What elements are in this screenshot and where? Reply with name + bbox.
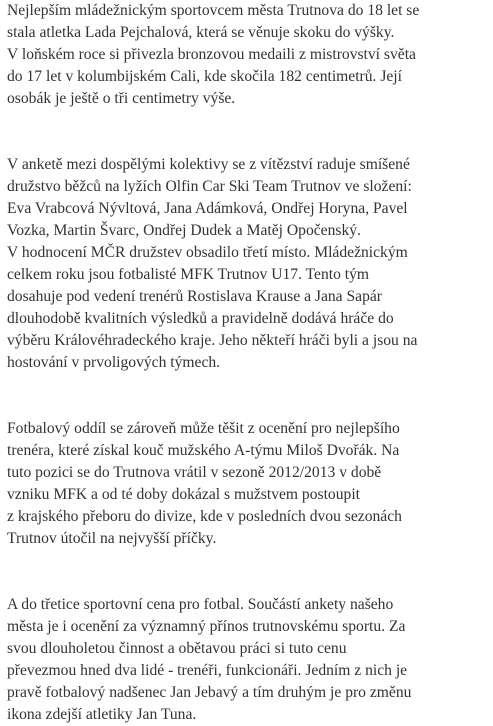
- article-paragraph-contribution-award: A do třetice sportovní cena pro fotbal. Součástí ankety našeho města je i ocenění za významný přínos trutnovskému sportu. Za svou dlouholetou činnost a obětavou práci si tuto cenu převezmou hned dva lidé - trenéři, funkcionáři. Jedním z nich je pravě fotbalový nadšenec Jan Jebavý a tím druhým je pro změnu ikona zdejší atletiky Jan Tuna.: [7, 596, 412, 723]
- article-paragraph-youth-athlete: Nejlepším mládežnickým sportovcem města Trutnova do 18 let se stala atletka Lada Pejchalová, která se věnuje skoku do výšky. V loňském roce si přivezla bronzovou medaili z mistrovství světa do 17 let v kolumbijském Cali, kde skočila 182 centimetrů. Její osobák je ještě o tři centimetry výše.: [7, 2, 420, 107]
- article-paragraph-adult-team: V anketě mezi dospělými kolektivy se z vítězství raduje smíšené družstvo běžců na lyžích Olfin Car Ski Team Trutnov ve složení: Eva Vrabcová Nývltová, Jana Adámková, Ondřej Horyna, Pavel Vozka, Martin Švarc, Ondřej Dudek a Matěj Opočenský. V hodnocení MČR družstev obsadilo třetí místo. Mládežnickým celkem roku jsou fotbalisté MFK Trutnov U17. Tento tým dosahuje pod vedení trenérů Rostislava Krause a Jana Sapár dlouhodobě kvalitních výsledků a pravidelně dodává hráče do výběru Královéhradeckého kraje. Jeho někteří hráči byli a jsou na hostování v prvoligových týmech.: [7, 156, 418, 371]
- article-paragraph-coach: Fotbalový oddíl se zároveň může těšit z ocenění pro nejlepšího trenéra, které získal kouč mužského A-týmu Miloš Dvořák. Na tuto pozici se do Trutnova vrátil v sezoně 2012/2013 v době vzniku MFK a od té doby dokázal s mužstvem postoupit z krajského přeboru do divize, kde v posledních dvou sezonách Trutnov útočil na nejvyšší příčky.: [7, 420, 402, 547]
